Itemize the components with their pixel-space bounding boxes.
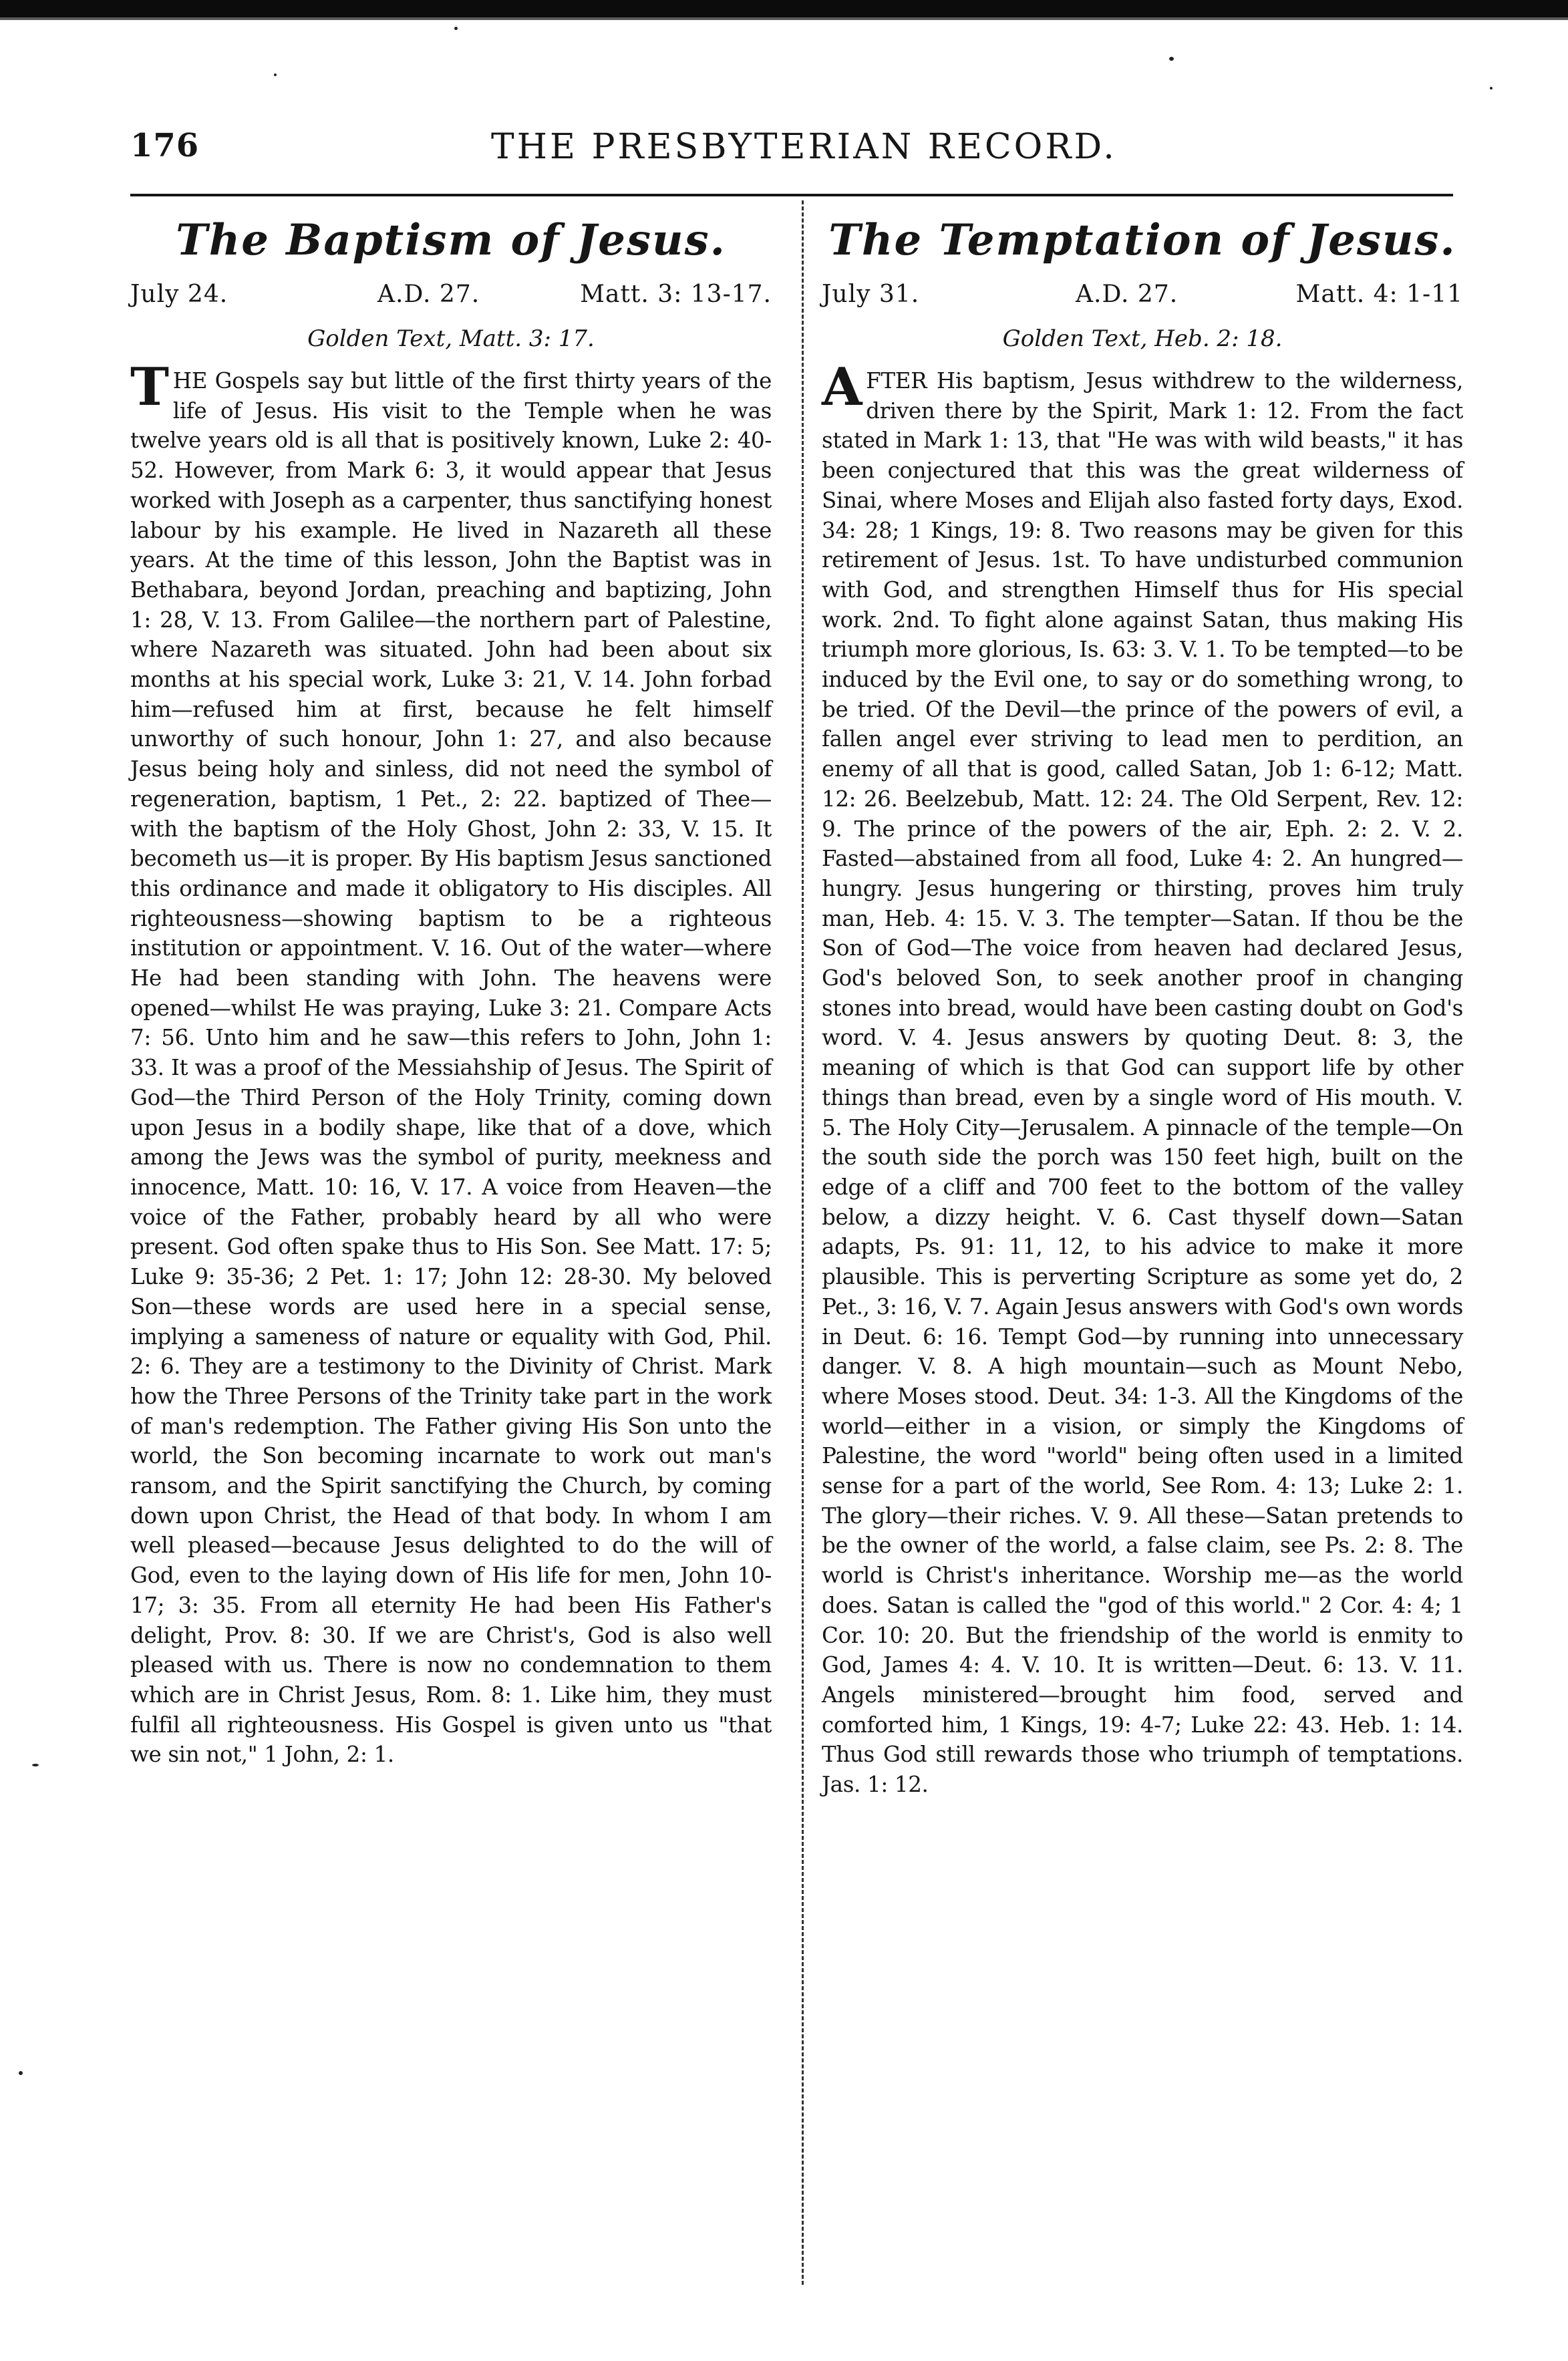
right-lesson-year: A.D. 27. — [1076, 281, 1179, 308]
left-lesson-year: A.D. 27. — [377, 281, 480, 308]
left-lesson-title: The Baptism of Jesus. — [176, 215, 726, 265]
right-lesson-reference: Matt. 4: 1-11 — [1295, 281, 1463, 308]
right-lesson-date: July 31. — [822, 281, 920, 308]
left-lesson-meta — [130, 281, 772, 319]
scan-speck — [274, 73, 277, 76]
right-lesson-column — [822, 207, 1463, 1800]
running-title: THE PRESBYTERIAN RECORD. — [491, 127, 1117, 167]
left-lesson-body: THE Gospels say but little of the first thirty years of the life of Jesus. His visit to the Temple when he was twelve years old is all that is positively known, Luke 2: 40-52. However, from Mark 6: 3, it would appear that Jesus worked with Joseph as a carpenter, thus sanctifying honest labour by his example. He lived in Nazareth all these years. At the time of this lesson, John the Baptist was in Bethabara, beyond Jordan, preaching and baptizing, John 1: 28, V. 13. From Galilee—the northern part of Palestine, where Nazareth was situated. John had been about six months at his special work, Luke 3: 21, V. 14. John forbad him—refused him at first, because he felt himself unworthy of such honour, John 1: 27, and also because Jesus being holy and sinless, did not need the symbol of regeneration, baptism, 1 Pet., 2: 22. baptized of Thee—with the baptism of the Holy Ghost, John 2: 33, V. 15. It becometh us—it is proper. By His baptism Jesus sanctioned this ordinance and made it obligatory to His disciples. All righteousness—showing baptism to be a righteous institution or appointment. V. 16. Out of the water—where He had been standing with John. The heavens were opened—whilst He was praying, Luke 3: 21. Compare Acts 7: 56. Unto him and he saw—this refers to John, John 1: 33. It was a proof of the Messiahship of Jesus. The Spirit of God—the Third Person of the Holy Trinity, coming down upon Jesus in a bodily shape, like that of a dove, which among the Jews was the symbol of purity, meekness and innocence, Matt. 10: 16, V. 17. A voice from Heaven—the voice of the Father, probably heard by all who were present. God often spake thus to His Son. See Matt. 17: 5; Luke 9: 35-36; 2 Pet. 1: 17; John 12: 28-30. My beloved Son—these words are used here in a special sense, implying a sameness of nature or equality with God, Phil. 2: 6. They are a testimony to the Divinity of Christ. Mark how the Three Persons of the Trinity take part in the work of man's redemption. The Father giving His Son unto the world, the Son becoming incarnate to work out man's ransom, and the Spirit sanctifying the Church, by coming down upon Christ, the Head of that body. In whom I am well pleased—because Jesus delighted to do the will of God, even to the laying down of His life for men, John 10-17; 3: 35. From all eternity He had been His Father's delight, Prov. 8: 30. If we are Christ's, God is also well pleased with us. There is now no condemnation to them which are in Christ Jesus, Rom. 8: 1. Like him, they must fulfil all righteousness. His Gospel is given unto us "that we sin not," 1 John, 2: 1. — [130, 357, 772, 1768]
page-number: 176 — [130, 127, 200, 164]
left-lesson-reference: Matt. 3: 13-17. — [580, 281, 772, 308]
left-lesson-date: July 24. — [130, 281, 228, 308]
scan-top-border — [0, 0, 1568, 17]
scan-top-border-shadow — [0, 17, 1568, 20]
scan-speck — [1490, 87, 1493, 90]
page-header — [130, 127, 1453, 174]
right-lesson-meta — [822, 281, 1463, 319]
right-lesson-body: AFTER His baptism, Jesus withdrew to the wilderness, driven there by the Spirit, Mark 1: 12. From the fact stated in Mark 1: 13, that "He was with wild beasts," it has been conjectured that this was the great wilderness of Sinai, where Moses and Elijah also fasted forty days, Exod. 34: 28; 1 Kings, 19: 8. Two reasons may be given for this retirement of Jesus. 1st. To have undisturbed communion with God, and strengthen Himself thus for His special work. 2nd. To fight alone against Satan, thus making His triumph more glorious, Is. 63: 3. V. 1. To be tempted—to be induced by the Evil one, to say or do something wrong, to be tried. Of the Devil—the prince of the powers of evil, a fallen angel ever striving to lead men to perdition, an enemy of all that is good, called Satan, Job 1: 6-12; Matt. 12: 26. Beelzebub, Matt. 12: 24. The Old Serpent, Rev. 12: 9. The prince of the powers of the air, Eph. 2: 2. V. 2. Fasted—abstained from all food, Luke 4: 2. An hungred—hungry. Jesus hungering or thirsting, proves him truly man, Heb. 4: 15. V. 3. The tempter—Satan. If thou be the Son of God—The voice from heaven had declared Jesus, God's beloved Son, to seek another proof in changing stones into bread, would have been casting doubt on God's word. V. 4. Jesus answers by quoting Deut. 8: 3, the meaning of which is that God can support life by other things than bread, even by a single word of His mouth. V. 5. The Holy City—Jerusalem. A pinnacle of the temple—On the south side the porch was 150 feet high, built on the edge of a cliff and 700 feet to the bottom of the valley below, a dizzy height. V. 6. Cast thyself down—Satan adapts, Ps. 91: 11, 12, to his advice to make it more plausible. This is perverting Scripture as some yet do, 2 Pet., 3: 16, V. 7. Again Jesus answers with God's own words in Deut. 6: 16. Tempt God—by running into unnecessary danger. V. 8. A high mountain—such as Mount Nebo, where Moses stood. Deut. 34: 1-3. All the Kingdoms of the world—either in a vision, or simply the Kingdoms of Palestine, the word "world" being often used in a limited sense for a part of the world, See Rom. 4: 13; Luke 2: 1. The glory—their riches. V. 9. All these—Satan pretends to be the owner of the world, a false claim, see Ps. 2: 8. The world is Christ's inheritance. Worship me—as the world does. Satan is called the "god of this world." 2 Cor. 4: 4; 1 Cor. 10: 20. But the friendship of the world is enmity to God, James 4: 4. V. 10. It is written—Deut. 6: 13. V. 11. Angels ministered—brought him food, served and comforted him, 1 Kings, 19: 4-7; Luke 22: 43. Heb. 1: 14. Thus God still rewards those who triumph of temptations. Jas. 1: 12. — [822, 357, 1463, 1798]
scan-speck — [1169, 57, 1174, 61]
left-lesson-column — [130, 207, 772, 1770]
scan-speck — [32, 1764, 39, 1766]
left-lesson-golden-text: Golden Text, Matt. 3: 17. — [307, 325, 595, 352]
header-rule — [130, 194, 1453, 196]
scan-speck — [454, 27, 458, 30]
column-divider — [802, 200, 804, 2285]
right-lesson-title: The Temptation of Jesus. — [828, 215, 1456, 265]
scan-speck — [19, 2071, 23, 2075]
right-lesson-golden-text: Golden Text, Heb. 2: 18. — [1002, 325, 1283, 352]
